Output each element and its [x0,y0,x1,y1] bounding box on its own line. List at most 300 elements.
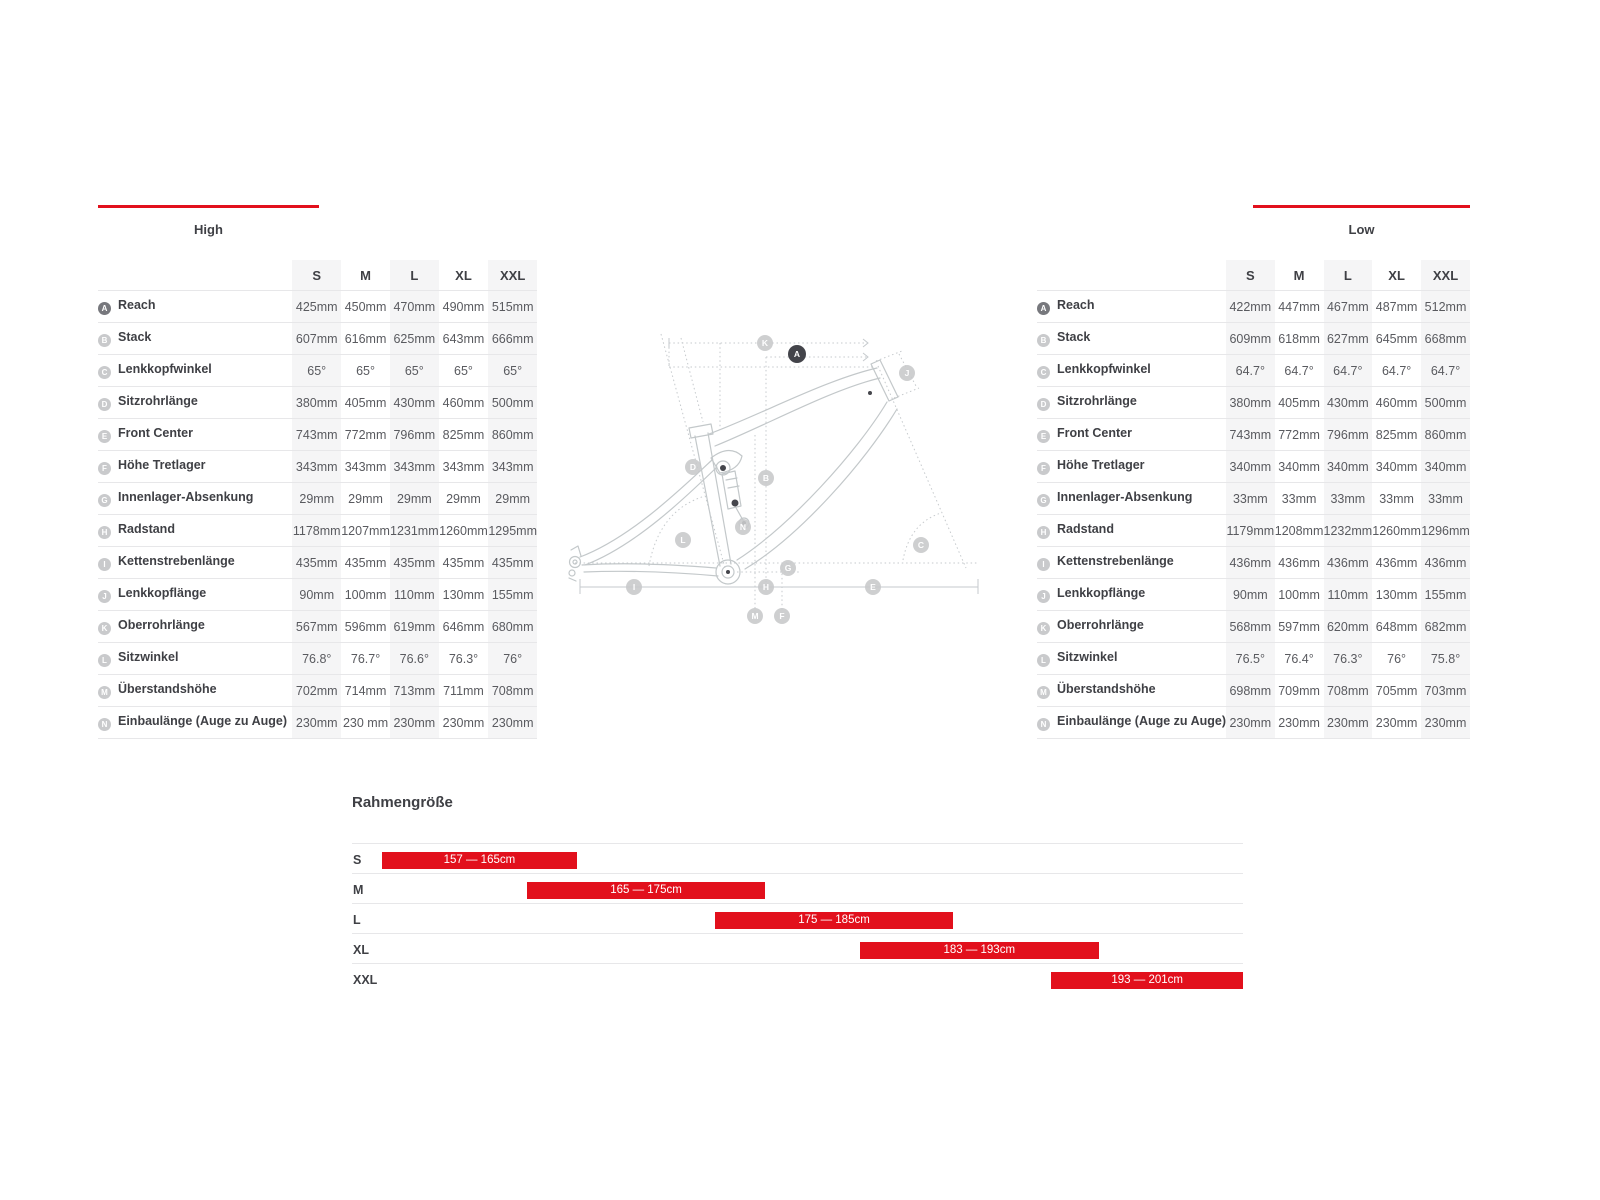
parameter-letter-badge: E [1037,430,1050,443]
size-chart-rows [352,843,1243,993]
size-header-row [1037,260,1470,291]
geometry-value: 1295mm [488,523,537,538]
geometry-value: 65° [454,363,473,378]
parameter-letter-badge: H [1037,526,1050,539]
parameter-letter-badge: G [1037,494,1050,507]
parameter-label: Kettenstrebenlänge [1057,554,1174,568]
geometry-value: 343mm [491,459,534,474]
parameter-letter-badge: L [98,654,111,667]
high-setting-label: High [194,222,223,237]
geometry-section-high [98,205,537,739]
corner-cell [98,260,292,291]
geometry-value: 568mm [1229,619,1272,634]
high-accent-line [98,205,319,208]
geometry-value: 380mm [1229,395,1272,410]
geometry-row [98,323,537,355]
geometry-row [98,483,537,515]
geometry-value: 64.7° [1284,363,1314,378]
geometry-value: 487mm [1375,299,1418,314]
size-column-header: S [312,267,322,283]
geometry-value: 33mm [1330,491,1366,506]
parameter-label: Sitzwinkel [118,650,179,664]
geometry-value: 230mm [393,715,436,730]
geometry-row [1037,483,1470,515]
parameter-label: Radstand [1057,522,1114,536]
bike-frame-diagram [545,310,985,640]
parameter-label-cell [98,387,292,419]
size-row-S [352,843,1243,873]
geometry-value: 65° [503,363,523,378]
geometry-value: 825mm [1375,427,1418,442]
parameter-label: Höhe Tretlager [118,458,206,472]
diagram-badge-L: L [675,532,691,548]
geometry-value: 668mm [1424,331,1467,346]
geometry-row [1037,643,1470,675]
size-row-label: XL [353,943,369,957]
geometry-value: 1296mm [1421,523,1470,538]
parameter-label-cell [98,451,292,483]
geometry-value: 100mm [344,587,387,602]
parameter-letter-badge: C [98,366,111,379]
geometry-value: 436mm [1278,555,1320,570]
geometry-value: 772mm [344,427,387,442]
parameter-label: Innenlager-Absenkung [1057,490,1193,504]
geometry-value: 645mm [1375,331,1418,346]
size-column-header: S [1245,267,1255,283]
parameter-label-cell [1037,547,1226,579]
geometry-value: 100mm [1278,587,1320,602]
geometry-value: 65° [356,363,375,378]
parameter-label: Sitzwinkel [1057,650,1118,664]
geometry-value: 772mm [1278,427,1320,442]
geometry-value: 380mm [295,395,338,410]
geometry-value: 860mm [491,427,534,442]
parameter-label-cell [1037,291,1226,323]
geometry-value: 1208mm [1274,523,1324,538]
geometry-value: 130mm [1375,587,1418,602]
geometry-value: 436mm [1375,555,1418,570]
geometry-value: 643mm [442,331,485,346]
size-header-row [98,260,537,291]
geometry-value: 33mm [1428,491,1463,506]
geometry-row [1037,707,1470,739]
size-range-bar: 183 — 193cm [860,942,1099,959]
geometry-value: 340mm [1424,459,1467,474]
geometry-value: 75.8° [1430,651,1461,666]
parameter-letter-badge: B [1037,334,1050,347]
parameter-label-cell [98,643,292,675]
geometry-value: 796mm [1326,427,1369,442]
parameter-letter-badge: I [1037,558,1050,571]
geometry-value: 130mm [442,587,485,602]
geometry-row [1037,611,1470,643]
geometry-value: 65° [404,363,424,378]
geometry-row [1037,675,1470,707]
geometry-value: 76.8° [302,651,332,666]
size-column-header: M [360,267,371,283]
parameter-label: Sitzrohrlänge [118,394,198,408]
geometry-value: 29mm [299,491,335,506]
parameter-label: Front Center [1057,426,1132,440]
parameter-label: Front Center [118,426,193,440]
geometry-value: 708mm [491,683,534,698]
geometry-value: 627mm [1326,331,1369,346]
geometry-value: 76° [503,651,523,666]
parameter-label-cell [98,707,292,739]
geometry-value: 711mm [443,683,484,698]
geometry-value: 796mm [393,427,436,442]
geometry-value: 29mm [396,491,432,506]
geometry-value: 64.7° [1430,363,1461,378]
parameter-label-cell [1037,643,1226,675]
parameter-label-cell [98,515,292,547]
geometry-value: 230mm [295,715,338,730]
geometry-value: 430mm [393,395,436,410]
geometry-row [1037,547,1470,579]
geometry-value: 450mm [344,299,387,314]
geometry-value: 230mm [1424,715,1467,730]
geometry-value: 460mm [1375,395,1418,410]
geometry-value: 698mm [1229,683,1272,698]
size-row-XL [352,933,1243,963]
parameter-letter-badge: A [1037,302,1050,315]
geometry-value: 743mm [295,427,338,442]
geometry-value: 618mm [1278,331,1320,346]
geometry-row [98,291,537,323]
size-range-bar: 165 — 175cm [527,882,766,899]
parameter-label: Stack [118,330,152,344]
geometry-table-low [1037,260,1470,739]
geometry-value: 596mm [344,619,387,634]
parameter-letter-badge: C [1037,366,1050,379]
diagram-badge-D: D [685,459,701,475]
parameter-label: Kettenstrebenlänge [118,554,235,568]
parameter-label-cell [98,611,292,643]
geometry-value: 619mm [393,619,436,634]
size-range-bar: 157 — 165cm [382,852,576,869]
parameter-label-cell [98,355,292,387]
geometry-value: 512mm [1424,299,1467,314]
diagram-badge-B: B [758,470,774,486]
parameter-label: Einbaulänge (Auge zu Auge) [118,714,287,728]
geometry-row [1037,355,1470,387]
geometry-value: 340mm [1229,459,1272,474]
parameter-label-cell [1037,323,1226,355]
geometry-value: 425mm [295,299,338,314]
size-chart-title: Rahmengröße [352,794,453,811]
geometry-value: 515mm [491,299,534,314]
geometry-value: 343mm [295,459,338,474]
geometry-value: 714mm [344,683,387,698]
size-column-header: XL [1388,267,1405,283]
size-row-M [352,873,1243,903]
geometry-value: 405mm [1278,395,1320,410]
geometry-row [98,579,537,611]
geometry-value: 343mm [442,459,485,474]
parameter-label: Lenkkopfwinkel [118,362,212,376]
diagram-badge-F: F [774,608,790,624]
geometry-value: 702mm [295,683,338,698]
geometry-value: 422mm [1229,299,1272,314]
geometry-value: 230mm [1278,715,1320,730]
geometry-value: 340mm [1326,459,1369,474]
parameter-letter-badge: H [98,526,111,539]
parameter-letter-badge: K [98,622,111,635]
geometry-value: 709mm [1278,683,1320,698]
geometry-value: 648mm [1375,619,1418,634]
size-column-header: L [410,267,419,283]
frame-size-chart [352,795,1243,993]
geometry-value: 1231mm [390,523,439,538]
geometry-value: 65° [307,363,327,378]
parameter-label-cell [98,483,292,515]
low-accent-line [1253,205,1470,208]
geometry-row [1037,387,1470,419]
geometry-value: 436mm [1229,555,1272,570]
geometry-value: 708mm [1326,683,1369,698]
geometry-value: 1179mm [1226,523,1275,538]
parameter-letter-badge: G [98,494,111,507]
parameter-letter-badge: L [1037,654,1050,667]
parameter-letter-badge: J [98,590,111,603]
geometry-value: 435mm [491,555,534,570]
size-row-label: L [353,913,361,927]
geometry-value: 490mm [442,299,485,314]
geometry-value: 76.3° [1333,651,1363,666]
parameter-letter-badge: E [98,430,111,443]
parameter-label: Überstandshöhe [1057,682,1156,696]
geometry-value: 1178mm [292,523,341,538]
geometry-value: 110mm [1327,587,1369,602]
geometry-value: 436mm [1424,555,1467,570]
geometry-value: 470mm [393,299,436,314]
parameter-label-cell [98,419,292,451]
geometry-value: 625mm [393,331,436,346]
size-row-label: XXL [353,973,378,987]
geometry-value: 64.7° [1381,363,1412,378]
geometry-row [1037,419,1470,451]
diagram-badge-I: I [626,579,642,595]
geometry-row [98,547,537,579]
diagram-badge-K: K [757,335,773,351]
size-row-L [352,903,1243,933]
geometry-value: 230mm [1229,715,1272,730]
geometry-value: 110mm [393,587,435,602]
parameter-label-cell [1037,707,1226,739]
geometry-row [98,611,537,643]
geometry-value: 76° [1387,651,1407,666]
parameter-label: Lenkkopflänge [1057,586,1146,600]
parameter-letter-badge: M [1037,686,1050,699]
geometry-value: 155mm [1424,587,1467,602]
geometry-value: 460mm [442,395,485,410]
parameter-letter-badge: I [98,558,111,571]
geometry-value: 405mm [344,395,387,410]
parameter-letter-badge: J [1037,590,1050,603]
geometry-value: 33mm [1232,491,1268,506]
geometry-row [98,515,537,547]
geometry-section-low [1037,205,1470,739]
diagram-badge-J: J [899,365,915,381]
parameter-label: Sitzrohrlänge [1057,394,1137,408]
parameter-label-cell [1037,355,1226,387]
geometry-value: 230 mm [342,715,389,730]
size-row-XXL [352,963,1243,993]
geometry-value: 230mm [1375,715,1418,730]
geometry-value: 64.7° [1235,363,1265,378]
geometry-value: 29mm [348,491,383,506]
parameter-label: Radstand [118,522,175,536]
geometry-value: 860mm [1424,427,1467,442]
geometry-row [1037,451,1470,483]
geometry-value: 343mm [344,459,387,474]
size-column-header: L [1343,267,1352,283]
geometry-value: 743mm [1229,427,1272,442]
geometry-value: 500mm [1424,395,1467,410]
parameter-label-cell [1037,515,1226,547]
size-row-label: M [353,883,364,897]
diagram-badge-E: E [865,579,881,595]
parameter-letter-badge: F [98,462,111,475]
geometry-value: 1232mm [1323,523,1373,538]
geometry-row [98,707,537,739]
parameter-label-cell [1037,611,1226,643]
parameter-label-cell [1037,419,1226,451]
parameter-label-cell [1037,387,1226,419]
parameter-letter-badge: K [1037,622,1050,635]
geometry-row [98,643,537,675]
geometry-value: 340mm [1278,459,1320,474]
geometry-row [1037,323,1470,355]
geometry-value: 567mm [295,619,338,634]
diagram-badge-C: C [913,537,929,553]
parameter-label: Reach [1057,298,1095,312]
geometry-value: 436mm [1326,555,1369,570]
geometry-value: 1260mm [439,523,488,538]
parameter-label: Oberrohrlänge [118,618,205,632]
geometry-value: 680mm [491,619,534,634]
geometry-value: 64.7° [1333,363,1363,378]
geometry-value: 76.3° [448,651,479,666]
geometry-value: 447mm [1278,299,1320,314]
parameter-letter-badge: M [98,686,111,699]
geometry-value: 76.7° [350,651,381,666]
size-column-header: M [1293,267,1305,283]
geometry-value: 435mm [295,555,338,570]
geometry-value: 666mm [491,331,534,346]
corner-cell [1037,260,1226,291]
geometry-row [1037,515,1470,547]
parameter-label: Höhe Tretlager [1057,458,1145,472]
parameter-label-cell [1037,675,1226,707]
parameter-label: Oberrohrlänge [1057,618,1144,632]
parameter-label-cell [98,291,292,323]
parameter-label-cell [98,323,292,355]
geometry-value: 90mm [299,587,335,602]
geometry-value: 435mm [442,555,485,570]
diagram-badge-A: A [788,345,806,363]
geometry-value: 713mm [393,683,436,698]
geometry-value: 155mm [491,587,534,602]
parameter-letter-badge: D [1037,398,1050,411]
parameter-letter-badge: F [1037,462,1050,475]
geometry-row [98,451,537,483]
geometry-value: 467mm [1326,299,1369,314]
parameter-letter-badge: A [98,302,111,315]
geometry-value: 703mm [1424,683,1467,698]
geometry-row [98,419,537,451]
geometry-value: 230mm [491,715,534,730]
geometry-row [98,675,537,707]
geometry-value: 76.4° [1284,651,1314,666]
size-row-label: S [353,853,362,867]
size-column-header: XXL [1432,267,1459,283]
geometry-value: 29mm [495,491,531,506]
geometry-value: 500mm [491,395,534,410]
diagram-badge-G: G [780,560,796,576]
geometry-value: 90mm [1232,587,1268,602]
geometry-table-high [98,260,537,739]
diagram-badge-H: H [758,579,774,595]
geometry-value: 33mm [1281,491,1317,506]
parameter-label: Überstandshöhe [118,682,217,696]
geometry-value: 343mm [393,459,436,474]
parameter-label: Stack [1057,330,1091,344]
parameter-label-cell [98,547,292,579]
geometry-value: 1260mm [1372,523,1421,538]
parameter-label-cell [1037,579,1226,611]
parameter-label: Lenkkopflänge [118,586,207,600]
parameter-letter-badge: N [98,718,111,731]
geometry-value: 230mm [442,715,485,730]
parameter-label: Reach [118,298,156,312]
geometry-value: 1207mm [341,523,390,538]
size-column-header: XL [455,267,472,283]
diagram-badge-M: M [747,608,763,624]
parameter-label: Einbaulänge (Auge zu Auge) [1057,714,1226,728]
size-range-bar: 175 — 185cm [715,912,954,929]
geometry-value: 76.6° [399,651,429,666]
geometry-value: 609mm [1229,331,1272,346]
geometry-row [1037,579,1470,611]
diagram-badge-N: N [735,519,751,535]
geometry-value: 435mm [393,555,436,570]
geometry-value: 29mm [446,491,481,506]
size-column-header: XXL [500,267,526,283]
low-setting-label: Low [1348,222,1375,237]
geometry-value: 646mm [442,619,485,634]
parameter-label: Lenkkopfwinkel [1057,362,1151,376]
geometry-value: 76.5° [1235,651,1265,666]
geometry-value: 607mm [295,331,338,346]
parameter-label: Innenlager-Absenkung [118,490,254,504]
geometry-value: 825mm [442,427,485,442]
geometry-value: 705mm [1375,683,1418,698]
parameter-label-cell [98,579,292,611]
parameter-letter-badge: B [98,334,111,347]
parameter-label-cell [98,675,292,707]
geometry-value: 435mm [344,555,387,570]
geometry-row [1037,291,1470,323]
geometry-value: 616mm [344,331,387,346]
geometry-value: 340mm [1375,459,1418,474]
geometry-value: 682mm [1424,619,1467,634]
parameter-letter-badge: D [98,398,111,411]
geometry-value: 33mm [1379,491,1414,506]
geometry-value: 620mm [1326,619,1369,634]
geometry-value: 230mm [1326,715,1369,730]
geometry-row [98,355,537,387]
